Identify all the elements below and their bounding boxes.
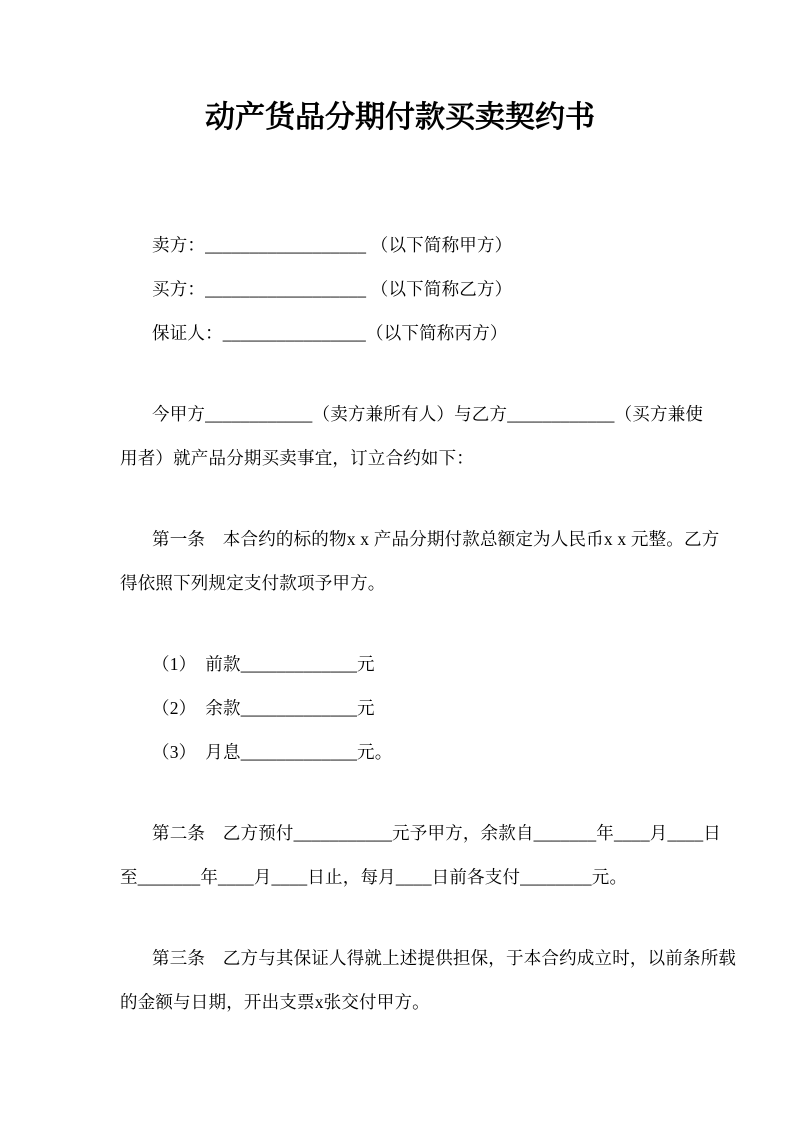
article-2-line-2: 至_______年____月____日止，每月____日前各支付________元。 xyxy=(120,867,628,887)
article-3-paragraph xyxy=(120,936,737,1024)
article-3-line-1: 第三条 乙方与其保证人得就上述提供担保，于本合约成立时，以前条所载 xyxy=(152,948,737,968)
seller-line: 卖方：__________________ （以下简称甲方） xyxy=(152,235,513,255)
payment-item-2: （2） 余款_____________元 xyxy=(152,698,375,718)
article-1-paragraph xyxy=(120,517,720,605)
article-1-line-1: 第一条 本合约的标的物x x 产品分期付款总额定为人民币x x 元整。乙方 xyxy=(152,529,720,549)
document-title: 动产货品分期付款买卖契约书 xyxy=(205,101,595,134)
payment-item-1: （1） 前款_____________元 xyxy=(152,654,375,674)
article-3-line-2: 的金额与日期，开出支票x张交付甲方。 xyxy=(120,992,430,1012)
article-1-line-2: 得依照下列规定支付款项予甲方。 xyxy=(120,573,386,593)
preamble-line-2: 用者）就产品分期买卖事宜，订立合约如下： xyxy=(120,448,474,468)
payment-item-3: （3） 月息_____________元。 xyxy=(152,742,393,762)
article-2-paragraph xyxy=(120,811,721,899)
preamble-paragraph xyxy=(120,392,715,480)
article-1-items-list xyxy=(120,642,715,774)
document-body xyxy=(0,223,800,1024)
article-2-line-1: 第二条 乙方预付___________元予甲方，余款自_______年____月____日 xyxy=(152,823,721,843)
buyer-line: 买方：__________________ （以下简称乙方） xyxy=(152,279,513,299)
preamble-line-1: 今甲方____________（卖方兼所有人）与乙方____________（买方兼使 xyxy=(152,404,704,424)
parties-block xyxy=(120,223,715,355)
guarantor-line: 保证人：________________（以下简称丙方） xyxy=(152,323,508,343)
